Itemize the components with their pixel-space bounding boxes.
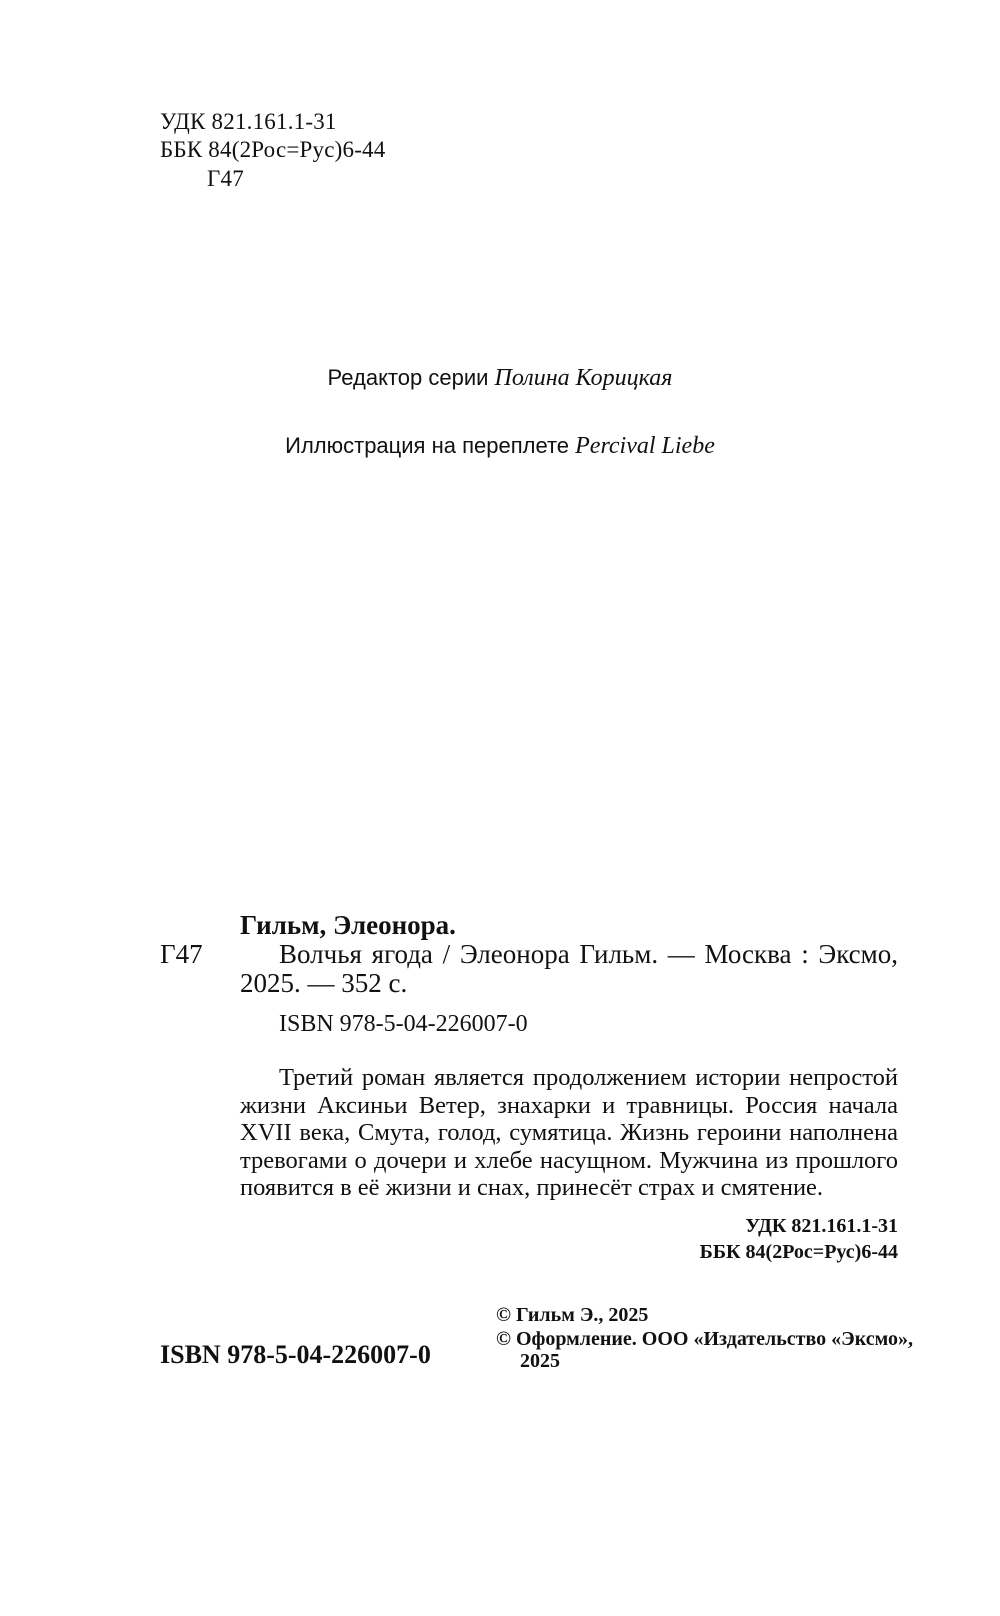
illustration-label: Иллюстрация на переплете <box>285 433 570 458</box>
series-editor-credit <box>0 365 1000 391</box>
illustration-credit <box>0 433 1000 459</box>
series-editor-name: Полина Корицкая <box>494 365 673 391</box>
footer-isbn: ISBN 978-5-04-226007-0 <box>160 1340 431 1369</box>
record-isbn: ISBN 978-5-04-226007-0 <box>279 1011 528 1037</box>
record-udk: УДК 821.161.1-31 <box>745 1215 898 1237</box>
annotation: Третий роман является продолжением истории непростой жизни Аксиньи Ветер, знахарки и травницы. Россия начала XVII века, Смута, голод, сумятица. Жизнь героини наполнена тревогами о дочери и хлебе насущном. Мужчина из прошлого появится в её жизни и снах, принесёт страх и смятение. <box>240 1064 898 1201</box>
copyright-design: © Оформление. ООО «Издательство «Эксмо», 2025 <box>496 1328 913 1372</box>
record-author-mark: Г47 <box>160 939 203 969</box>
copyright-author: © Гильм Э., 2025 <box>496 1304 649 1326</box>
bbk-code: ББК 84(2Рос=Рус)6-44 <box>160 137 386 162</box>
author-mark: Г47 <box>207 166 244 191</box>
udk-code: УДК 821.161.1-31 <box>160 109 337 134</box>
title-line: Волчья ягода / Элеонора Гильм. — Москва : Эксмо, 2025. — 352 с. <box>240 939 898 998</box>
record-bbk: ББК 84(2Рос=Рус)6-44 <box>699 1241 898 1263</box>
author-heading: Гильм, Элеонора. <box>240 910 456 940</box>
series-editor-label: Редактор серии <box>327 365 489 390</box>
illustration-name: Percival Liebe <box>575 433 715 459</box>
